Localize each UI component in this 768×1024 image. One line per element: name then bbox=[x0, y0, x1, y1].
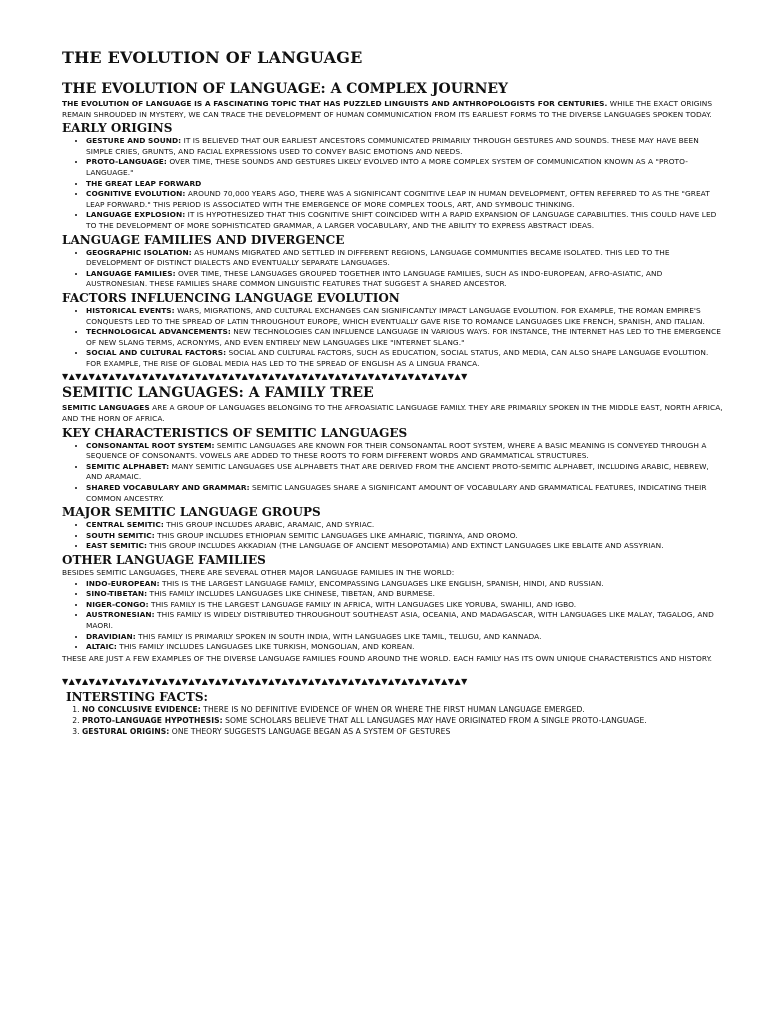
list-item bbox=[86, 189, 724, 210]
list-item-term: ALTAIC: bbox=[86, 642, 117, 652]
list-item-term: LANGUAGE EXPLOSION: bbox=[86, 210, 186, 220]
list-item-text: THIS IS THE LARGEST LANGUAGE FAMILY, ENCOMPASSING LANGUAGES LIKE ENGLISH, SPANISH, HINDI, AND RUSSIAN. bbox=[159, 578, 604, 588]
list-item-text: AROUND 70,000 YEARS AGO, THERE WAS A SIGNIFICANT COGNITIVE LEAP IN HUMAN DEVELOPMENT, OFTEN REFERRED TO AS THE "GREAT LEAP FORWARD." THIS PERIOD IS ASSOCIATED WITH THE EMERGENCE OF MORE COMPLEX TOOLS, ART, AND SYMBOLIC THINKING. bbox=[86, 189, 710, 209]
list-item-term: GEOGRAPHIC ISOLATION: bbox=[86, 247, 192, 257]
list-item bbox=[86, 136, 724, 157]
list-item-term: INDO-EUROPEAN: bbox=[86, 578, 160, 588]
major-groups-list bbox=[62, 520, 724, 552]
list-item-text: THIS FAMILY IS PRIMARILY SPOKEN IN SOUTH INDIA, WITH LANGUAGES LIKE TAMIL, TELUGU, AND KANNADA. bbox=[135, 631, 542, 641]
list-item-term: COGNITIVE EVOLUTION: bbox=[86, 189, 186, 199]
list-item bbox=[86, 483, 724, 504]
list-item-term: CONSONANTAL ROOT SYSTEM: bbox=[86, 440, 215, 450]
list-item bbox=[86, 632, 724, 643]
decorative-divider: ▼▲▼▲▼▲▼▲▼▲▼▲▼▲▼▲▼▲▼▲▼▲▼▲▼▲▼▲▼▲▼▲▼▲▼▲▼▲▼▲▼▲▼▲▼▲▼▲▼▲▼▲▼▲▼▲▼▲▼▲▼ bbox=[62, 677, 468, 687]
section-heading-complex-journey: THE EVOLUTION OF LANGUAGE: A COMPLEX JOURNEY bbox=[62, 81, 509, 97]
list-item bbox=[86, 269, 724, 290]
list-item-term: PROTO-LANGUAGE: bbox=[86, 157, 167, 167]
list-item-text: THIS FAMILY IS WIDELY DISTRIBUTED THROUGHOUT SOUTHEAST ASIA, OCEANIA, AND MADAGASCAR, WITH LANGUAGES LIKE MALAY, TAGALOG, AND MAORI. bbox=[86, 610, 714, 630]
list-item bbox=[82, 727, 724, 738]
list-item bbox=[86, 348, 724, 369]
list-item bbox=[86, 210, 724, 231]
other-families-intro: BESIDES SEMITIC LANGUAGES, THERE ARE SEVERAL OTHER MAJOR LANGUAGE FAMILIES IN THE WORLD: bbox=[62, 568, 455, 577]
list-item bbox=[86, 531, 724, 542]
list-item-term: SOUTH SEMITIC: bbox=[86, 530, 155, 540]
list-item-text: OVER TIME, THESE SOUNDS AND GESTURES LIKELY EVOLVED INTO A MORE COMPLEX SYSTEM OF COMMUNICATION KNOWN AS A "PROTO-LANGUAGE." bbox=[86, 157, 688, 177]
list-item-text: IT IS HYPOTHESIZED THAT THIS COGNITIVE SHIFT COINCIDED WITH A RAPID EXPANSION OF LANGUAGE CAPABILITIES. THIS COULD HAVE LED TO THE DEVELOPMENT OF MORE SOPHISTICATED GRAMMAR, A LARGER VOCABULARY, AND THE ABILITY TO EXPRESS ABSTRACT IDEAS. bbox=[86, 210, 717, 230]
other-families-list bbox=[62, 579, 724, 653]
list-item-text: ONE THEORY SUGGESTS LANGUAGE BEGAN AS A SYSTEM OF GESTURES bbox=[169, 726, 451, 736]
list-item-term: SOCIAL AND CULTURAL FACTORS: bbox=[86, 348, 227, 358]
list-item bbox=[86, 610, 724, 631]
subheading-key-characteristics: KEY CHARACTERISTICS OF SEMITIC LANGUAGES bbox=[62, 425, 408, 440]
language-families-list bbox=[62, 248, 724, 290]
list-item-term: TECHNOLOGICAL ADVANCEMENTS: bbox=[86, 327, 231, 337]
list-item bbox=[86, 179, 724, 190]
list-item-text: SOCIAL AND CULTURAL FACTORS, SUCH AS EDUCATION, SOCIAL STATUS, AND MEDIA, CAN ALSO SHAPE LANGUAGE EVOLUTION. FOR EXAMPLE, THE RISE OF GLOBAL MEDIA HAS LED TO THE SPREAD OF ENGLISH AS A LINGUA FRANCA. bbox=[86, 348, 709, 368]
list-item-term: HISTORICAL EVENTS: bbox=[86, 305, 175, 315]
list-item bbox=[86, 589, 724, 600]
list-item-text: SEMITIC LANGUAGES SHARE A SIGNIFICANT AMOUNT OF VOCABULARY AND GRAMMATICAL FEATURES, INDICATING THEIR COMMON ANCESTRY. bbox=[86, 483, 707, 503]
subheading-early-origins: EARLY ORIGINS bbox=[62, 121, 173, 136]
spacer bbox=[62, 664, 724, 674]
list-item-term: AUSTRONESIAN: bbox=[86, 610, 155, 620]
list-item-term: EAST SEMITIC: bbox=[86, 541, 148, 551]
semitic-intro-bold: SEMITIC LANGUAGES bbox=[62, 403, 150, 413]
list-item-text: NEW TECHNOLOGIES CAN INFLUENCE LANGUAGE IN VARIOUS WAYS. FOR INSTANCE, THE INTERNET HAS LED TO THE EMERGENCE OF NEW SLANG TERMS, ACRONYMS, AND EVEN ENTIRELY NEW LANGUAGES LIKE "INTERNET SLANG." bbox=[86, 327, 721, 347]
list-item-text: WARS, MIGRATIONS, AND CULTURAL EXCHANGES CAN SIGNIFICANTLY IMPACT LANGUAGE EVOLUTION. FOR EXAMPLE, THE ROMAN EMPIRE'S CONQUESTS LED TO THE SPREAD OF LATIN THROUGHOUT EUROPE, WHICH EVENTUALLY GAVE RISE TO ROMANCE LANGUAGES LIKE FRENCH, SPANISH, AND ITALIAN. bbox=[86, 305, 705, 326]
list-item bbox=[86, 462, 724, 483]
list-item bbox=[86, 248, 724, 269]
list-item bbox=[82, 716, 724, 727]
list-item-text: THIS GROUP INCLUDES AKKADIAN (THE LANGUAGE OF ANCIENT MESOPOTAMIA) AND EXTINCT LANGUAGES LIKE EBLAITE AND ASSYRIAN. bbox=[147, 541, 664, 551]
section-heading-semitic: SEMITIC LANGUAGES: A FAMILY TREE bbox=[62, 385, 374, 402]
list-item bbox=[86, 642, 724, 653]
list-item-term: PROTO-LANGUAGE HYPOTHESIS: bbox=[82, 715, 223, 725]
list-item-term: THE GREAT LEAP FORWARD bbox=[86, 178, 202, 188]
intro-bold-text: THE EVOLUTION OF LANGUAGE IS A FASCINATING TOPIC THAT HAS PUZZLED LINGUISTS AND ANTHROPOLOGISTS FOR CENTURIES. bbox=[62, 99, 608, 108]
list-item-term: SEMITIC ALPHABET: bbox=[86, 461, 170, 471]
document-title: THE EVOLUTION OF LANGUAGE bbox=[62, 48, 363, 67]
document-page bbox=[62, 40, 724, 737]
list-item bbox=[86, 441, 724, 462]
list-item-text: THIS GROUP INCLUDES ETHIOPIAN SEMITIC LANGUAGES LIKE AMHARIC, TIGRINYA, AND OROMO. bbox=[154, 530, 518, 540]
list-item-text: AS HUMANS MIGRATED AND SETTLED IN DIFFERENT REGIONS, LANGUAGE COMMUNITIES BECAME ISOLATED. THIS LED TO THE DEVELOPMENT OF DISTINCT DIALECTS AND EVENTUALLY SEPARATE LANGUAGES. bbox=[86, 247, 670, 268]
list-item-term: GESTURAL ORIGINS: bbox=[82, 726, 170, 736]
early-origins-list bbox=[62, 136, 724, 231]
list-item-text: THIS GROUP INCLUDES ARABIC, ARAMAIC, AND SYRIAC. bbox=[163, 520, 375, 530]
subheading-language-families: LANGUAGE FAMILIES AND DIVERGENCE bbox=[62, 232, 345, 247]
intro-text: WHILE THE EXACT ORIGINS REMAIN SHROUDED IN MYSTERY, WE CAN TRACE THE DEVELOPMENT OF HUMAN COMMUNICATION FROM ITS EARLIEST FORMS TO THE DIVERSE LANGUAGES SPOKEN TODAY. bbox=[62, 99, 713, 119]
list-item-text: MANY SEMITIC LANGUAGES USE ALPHABETS THAT ARE DERIVED FROM THE ANCIENT PROTO-SEMITIC ALPHABET, INCLUDING ARABIC, HEBREW, AND ARAMAIC. bbox=[86, 461, 709, 482]
semitic-intro-text: ARE A GROUP OF LANGUAGES BELONGING TO THE AFROASIATIC LANGUAGE FAMILY. THEY ARE PRIMARILY SPOKEN IN THE MIDDLE EAST, NORTH AFRICA, AND THE HORN OF AFRICA. bbox=[62, 403, 723, 424]
list-item-term: SINO-TIBETAN: bbox=[86, 589, 148, 599]
intro-paragraph bbox=[62, 99, 724, 120]
subheading-major-groups: MAJOR SEMITIC LANGUAGE GROUPS bbox=[62, 505, 321, 520]
other-families-outro: THESE ARE JUST A FEW EXAMPLES OF THE DIVERSE LANGUAGE FAMILIES FOUND AROUND THE WORLD. EACH FAMILY HAS ITS OWN UNIQUE CHARACTERISTICS AND HISTORY. bbox=[62, 653, 713, 663]
list-item-text: THIS FAMILY IS THE LARGEST LANGUAGE FAMILY IN AFRICA, WITH LANGUAGES LIKE YORUBA, SWAHILI, AND IGBO. bbox=[148, 599, 577, 609]
subheading-interesting-facts: INTERSTING FACTS: bbox=[66, 690, 208, 705]
list-item bbox=[82, 705, 724, 716]
list-item-text: IT IS BELIEVED THAT OUR EARLIEST ANCESTORS COMMUNICATED PRIMARILY THROUGH GESTURES AND SOUNDS. THESE MAY HAVE BEEN SIMPLE CRIES, GRUNTS, AND FACIAL EXPRESSIONS USED TO CONVEY BASIC EMOTIONS AND NEEDS. bbox=[86, 136, 699, 156]
list-item-text: SEMITIC LANGUAGES ARE KNOWN FOR THEIR CONSONANTAL ROOT SYSTEM, WHERE A BASIC MEANING IS CONVEYED THROUGH A SEQUENCE OF CONSONANTS. VOWELS ARE ADDED TO THESE ROOTS TO FORM DIFFERENT WORDS AND GRAMMATICAL STRUCTURES. bbox=[86, 440, 707, 461]
subheading-other-families: OTHER LANGUAGE FAMILIES bbox=[62, 553, 266, 567]
list-item bbox=[86, 520, 724, 531]
list-item-term: SHARED VOCABULARY AND GRAMMAR: bbox=[86, 483, 250, 493]
list-item-text: OVER TIME, THESE LANGUAGES GROUPED TOGETHER INTO LANGUAGE FAMILIES, SUCH AS INDO-EUROPEAN, AFRO-ASIATIC, AND AUSTRONESIAN. THESE FAMILIES SHARE COMMON LINGUISTIC FEATURES THAT SUGGEST A SHARED ANCESTOR. bbox=[86, 268, 663, 289]
list-item-term: DRAVIDIAN: bbox=[86, 631, 136, 641]
subheading-factors: FACTORS INFLUENCING LANGUAGE EVOLUTION bbox=[62, 290, 400, 305]
list-item-text: THERE IS NO DEFINITIVE EVIDENCE OF WHEN OR WHERE THE FIRST HUMAN LANGUAGE EMERGED. bbox=[200, 705, 585, 715]
list-item-term: CENTRAL SEMITIC: bbox=[86, 520, 164, 530]
list-item bbox=[86, 579, 724, 590]
list-item-term: LANGUAGE FAMILIES: bbox=[86, 268, 176, 278]
list-item-term: NIGER-CONGO: bbox=[86, 599, 149, 609]
list-item bbox=[86, 306, 724, 327]
list-item bbox=[86, 157, 724, 178]
list-item bbox=[86, 327, 724, 348]
list-item-term: NO CONCLUSIVE EVIDENCE: bbox=[82, 705, 201, 715]
decorative-divider: ▼▲▼▲▼▲▼▲▼▲▼▲▼▲▼▲▼▲▼▲▼▲▼▲▼▲▼▲▼▲▼▲▼▲▼▲▼▲▼▲▼▲▼▲▼▲▼▲▼▲▼▲▼▲▼▲▼▲▼▲▼ bbox=[62, 372, 468, 382]
list-item bbox=[86, 541, 724, 552]
list-item-text: THIS FAMILY INCLUDES LANGUAGES LIKE TURKISH, MONGOLIAN, AND KOREAN. bbox=[116, 642, 415, 652]
list-item-text: SOME SCHOLARS BELIEVE THAT ALL LANGUAGES MAY HAVE ORIGINATED FROM A SINGLE PROTO-LANGUAGE. bbox=[222, 715, 647, 725]
interesting-facts-list bbox=[62, 705, 724, 737]
list-item-term: GESTURE AND SOUND: bbox=[86, 136, 182, 146]
list-item-text: THIS FAMILY INCLUDES LANGUAGES LIKE CHINESE, TIBETAN, AND BURMESE. bbox=[147, 589, 436, 599]
list-item bbox=[86, 600, 724, 611]
semitic-intro-paragraph bbox=[62, 403, 724, 424]
factors-list bbox=[62, 306, 724, 370]
key-characteristics-list bbox=[62, 441, 724, 505]
